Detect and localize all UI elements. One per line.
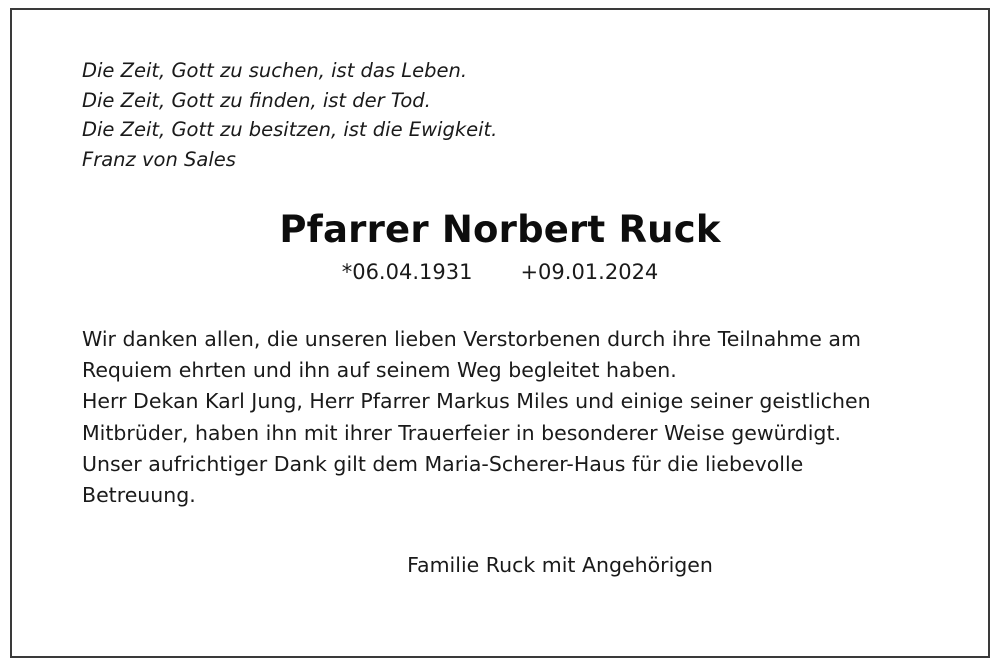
message-body <box>82 324 918 511</box>
deceased-dates <box>82 260 918 284</box>
paragraph-care-home: Unser aufrichtiger Dank gilt dem Maria-Scherer-Haus für die liebevolle Betreuung. <box>82 451 804 507</box>
quote-block <box>82 56 918 175</box>
deceased-name: Pfarrer Norbert Ruck <box>279 207 721 251</box>
notice-frame <box>10 8 990 658</box>
quote-line-2: Die Zeit, Gott zu finden, ist der Tod. <box>82 88 431 112</box>
paragraph-celebrants: Herr Dekan Karl Jung, Herr Pfarrer Markus Miles und einige seiner geistlichen Mitbrüder, haben ihn mit ihrer Trauerfeier in besonderer Weise gewürdigt. <box>82 389 871 445</box>
deceased-block <box>82 209 918 285</box>
birth-date: *06.04.1931 <box>341 260 473 285</box>
family-signature: Familie Ruck mit Angehörigen <box>407 552 713 577</box>
quote-line-1: Die Zeit, Gott zu suchen, ist das Leben. <box>82 59 468 82</box>
death-date: +09.01.2024 <box>520 260 659 285</box>
paragraph-thanks: Wir danken allen, die unseren lieben Verstorbenen durch ihre Teilnahme am Requiem ehrten und ihn auf seinem Weg begleitet haben. <box>82 327 861 383</box>
quote-author: Franz von Sales <box>82 147 236 171</box>
quote-line-3: Die Zeit, Gott zu besitzen, ist die Ewigkeit. <box>82 118 498 142</box>
